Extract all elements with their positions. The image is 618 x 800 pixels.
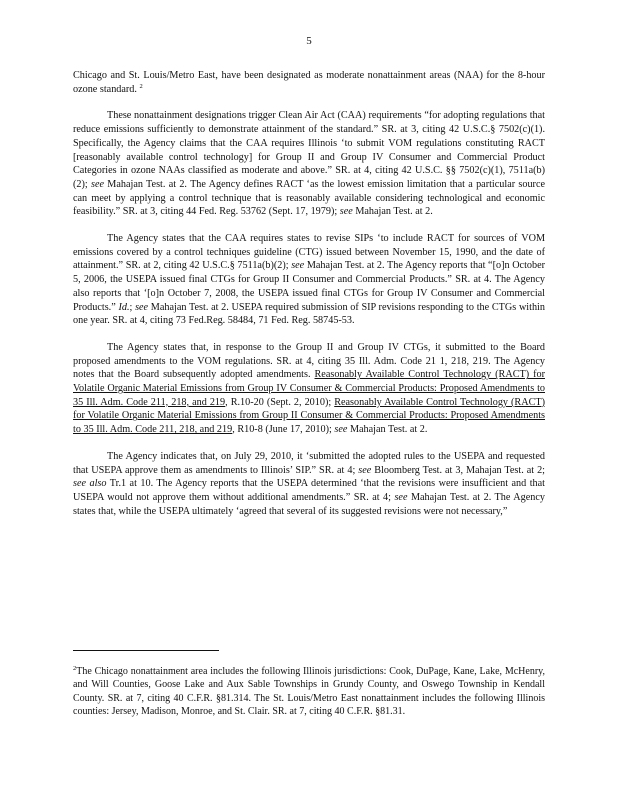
- footnote-marker: 2: [73, 665, 77, 672]
- paragraph: Chicago and St. Louis/Metro East, have been designated as moderate nonattainment areas (NAA) for the 8-hour ozone standard. $^2$: [73, 70, 545, 95]
- footnote-divider: [73, 650, 219, 651]
- paragraph: These nonattainment designations trigger Clean Air Act (CAA) requirements “for adopting regulations that reduce emissions sufficiently to demonstrate attainment of the standard.” SR. at 3, citing 42 U.S.C.§ 7502(c)(1). Specifically, the Agency claims that the CAA requires Illinois ‘to submit VOM regulations constituting RACT [reasonably available control technology] for Group II and Group IV Consumer and Commercial Product Categories in ozone NAAs classified as moderate and above.” SR. at 4, citing 42 U.S.C. §§ 7502(c)(1), 7511a(b)(2); see Mahajan Test. at 2. The Agency defines RACT ‘as the lowest emission limitation that a particular source can meet by applying a control technique that is reasonably available considering technological and economic feasibility.” SR. at 3, citing 44 Fed. Reg. 53762 (Sept. 17, 1979); see Mahajan Test. at 2.: [73, 110, 545, 218]
- citation-signal: see: [334, 424, 348, 436]
- footnote-marker: 2: [139, 82, 143, 90]
- body-text: [73, 69, 545, 531]
- page-number: 5: [306, 35, 312, 47]
- citation-signal: see: [339, 206, 353, 218]
- case-title: Reasonably Available Control Technology (RACT) for Volatile Organic Material Emissions from Group IV Consumer & Commercial Products: Proposed Amendments to 35 Ill. Adm. Code 211, 218, and 219: [73, 369, 545, 408]
- citation-signal: see: [394, 491, 408, 503]
- case-title: Reasonably Available Control Technology (RACT) for Volatile Organic Material Emissions from Group II Consumer & Commercial Products: Proposed Amendments to 35 Ill. Adm. Code 211, 218, and 219: [73, 396, 545, 436]
- citation-signal: see: [135, 301, 149, 313]
- paragraph: The Agency states that, in response to the Group II and Group IV CTGs, it submitted to the Board proposed amendments to the VOM regulations. SR. at 4, citing 35 Ill. Adm. Code 21 1, 218, 219. The Agency notes that the Board subsequently adopted amendments. Reasonably Available Control Technology (RACT) for Volatile Organic Material Emissions from Group IV Consumer & Commercial Products: Proposed Amendments to 35 Ill. Adm. Code 211, 218, and 219, R.10-20 (Sept. 2, 2010); Reasonably Available Control Technology (RACT) for Volatile Organic Material Emissions from Group II Consumer & Commercial Products: Proposed Amendments to 35 Ill. Adm. Code 211, 218, and 219, R10-8 (June 17, 2010); see Mahajan Test. at 2.: [73, 341, 545, 436]
- paragraph: The Agency states that the CAA requires states to revise SIPs ‘to include RACT for sources of VOM emissions covered by a control techniques guideline (CTG) issued between November 15, 1990, and the date of attainment.” SR. at 2, citing 42 U.S.C.§ 7511a(b)(2); see Mahajan Test. at 2. The Agency reports that “[o]n October 5, 2006, the USEPA issued final CTGs for Group II Consumer and Commercial Products.” SR. at 4. The Agency also reports that ‘[o]n October 7, 2008, the USEPA issued final CTGs for Group IV Consumer and Commercial Products.” Id.; see Mahajan Test. at 2. USEPA required submission of SIP revisions responding to the CTGs within one year. SR. at 4, citing 73 Fed.Reg. 58484, 71 Fed. Reg. 58745-53.: [73, 233, 545, 327]
- paragraph: The Agency indicates that, on July 29, 2010, it ‘submitted the adopted rules to the USEPA and requested that USEPA approve them as amendments to Illinois’ SIP.” SR. at 4; see Bloomberg Test. at 3, Mahajan Test. at 2; see also Tr.1 at 10. The Agency reports that the USEPA determined ‘that the revisions were insufficient and that USEPA would not approve them without additional amendments.” SR. at 4; see Mahajan Test. at 2. The Agency states that, while the USEPA ultimately ‘agreed that several of its suggested revisions were not necessary,”: [73, 450, 545, 517]
- citation-signal: see: [91, 178, 105, 190]
- citation-signal: see: [358, 464, 372, 476]
- citation-signal: see: [291, 260, 305, 272]
- citation-signal: see also: [73, 478, 107, 490]
- footnote: $^2$The Chicago nonattainment area includes the following Illinois jurisdictions: Cook, DuPage, Kane, Lake, McHenry, and Will Counties, Goose Lake and Aux Sable Townships in Grundy County, and Oswego Township in Kendall County. SR. at 7, citing 40 C.F.R. §81.314. The St. Louis/Metro East nonattainment includes the following Illinois counties: Jersey, Madison, Monroe, and St. Clair. SR. at 7, citing 40 C.F.R. §81.31.: [73, 665, 545, 717]
- citation-signal: Id.: [118, 301, 130, 313]
